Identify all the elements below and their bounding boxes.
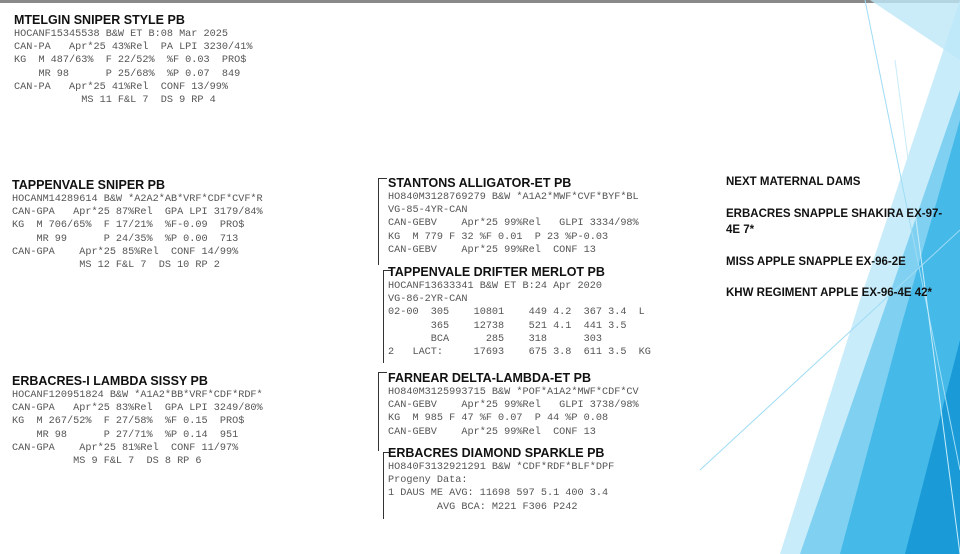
maternal-dam-1: ERBACRES SNAPPLE SHAKIRA EX-97-4E 7* [726, 208, 943, 236]
sire-block [14, 13, 252, 107]
grandsire-1-line-2: VG-85-4YR-CAN [388, 205, 468, 217]
sire-dam-line-5: CAN-GPA Apr*25 81%Rel CONF 11/97% [12, 442, 239, 454]
pedigree-bracket-1 [378, 178, 387, 265]
granddam-1-line-5: BCA 285 318 303 [388, 333, 602, 345]
grandsire-1-title: STANTONS ALLIGATOR-ET PB [388, 176, 572, 190]
granddam-2-line-2: Progeny Data: [388, 475, 468, 487]
grandsire-1-line-1: HO840M3128769279 B&W *A1A2*MWF*CVF*BYF*BL [388, 192, 639, 203]
granddam-2-title: ERBACRES DIAMOND SPARKLE PB [388, 446, 605, 460]
granddam-1-block [388, 265, 651, 359]
sire-title: MTELGIN SNIPER STYLE PB [14, 13, 185, 27]
sire-sire-line-3: KG M 706/65% F 17/21% %F-0.09 PRO$ [12, 220, 245, 232]
grandsire-1-block [388, 176, 639, 257]
granddam-2-block [388, 446, 614, 514]
sire-dam-line-4: MR 98 P 27/71% %P 0.14 951 [12, 429, 239, 441]
granddam-1-line-6: 2 LACT: 17693 675 3.8 611 3.5 KG [388, 347, 651, 359]
sire-sire-block [12, 178, 263, 272]
granddam-1-line-4: 365 12738 521 4.1 441 3.5 [388, 320, 627, 332]
sire-line-4: MR 98 P 25/68% %P 0.07 849 [14, 68, 241, 80]
grandsire-1-line-5: CAN-GEBV Apr*25 99%Rel CONF 13 [388, 244, 596, 256]
maternal-dam-3: KHW REGIMENT APPLE EX-96-4E 42* [726, 287, 932, 299]
grandsire-2-line-4: CAN-GEBV Apr*25 99%Rel CONF 13 [388, 426, 596, 438]
grandsire-2-title: FARNEAR DELTA-LAMBDA-ET PB [388, 371, 591, 385]
sire-sire-line-6: MS 12 F&L 7 DS 10 RP 2 [12, 260, 220, 272]
sire-sire-line-5: CAN-GPA Apr*25 85%Rel CONF 14/99% [12, 246, 239, 258]
sire-sire-title: TAPPENVALE SNIPER PB [12, 178, 166, 192]
sire-dam-line-2: CAN-GPA Apr*25 83%Rel GPA LPI 3249/80% [12, 403, 263, 415]
grandsire-2-block [388, 371, 639, 439]
granddam-1-line-2: VG-86-2YR-CAN [388, 294, 468, 306]
sire-dam-block [12, 374, 263, 468]
granddam-1-title: TAPPENVALE DRIFTER MERLOT PB [388, 265, 605, 279]
granddam-1-line-3: 02-00 305 10801 449 4.2 367 3.4 L [388, 307, 645, 319]
sire-sire-line-2: CAN-GPA Apr*25 87%Rel GPA LPI 3179/84% [12, 207, 263, 219]
grandsire-1-line-4: KG M 779 F 32 %F 0.01 P 23 %P-0.03 [388, 231, 609, 243]
sire-sire-line-1: HOCANM14289614 B&W *A2A2*AB*VRF*CDF*CVF*R [12, 194, 263, 205]
sire-line-6: MS 11 F&L 7 DS 9 RP 4 [14, 95, 216, 107]
maternal-heading: NEXT MATERNAL DAMS [726, 176, 861, 188]
granddam-2-line-1: HO840F3132921291 B&W *CDF*RDF*BLF*DPF [388, 462, 615, 473]
sire-line-1: HOCANF15345538 B&W ET B:08 Mar 2025 [14, 29, 228, 40]
grandsire-2-line-1: HO840M3125993715 B&W *POF*A1A2*MWF*CDF*CV [388, 387, 639, 398]
sire-dam-title: ERBACRES-I LAMBDA SISSY PB [12, 374, 208, 388]
grandsire-2-line-3: KG M 985 F 47 %F 0.07 P 44 %P 0.08 [388, 413, 609, 425]
granddam-2-line-3: 1 DAUS ME AVG: 11698 597 5.1 400 3.4 [388, 488, 609, 500]
granddam-1-line-1: HOCANF13633341 B&W ET B:24 Apr 2020 [388, 281, 602, 292]
maternal-dam-2: MISS APPLE SNAPPLE EX-96-2E [726, 256, 906, 268]
sire-line-2: CAN-PA Apr*25 43%Rel PA LPI 3230/41% [14, 42, 253, 54]
granddam-2-line-4: AVG BCA: M221 F306 P242 [388, 501, 578, 513]
sire-line-5: CAN-PA Apr*25 41%Rel CONF 13/99% [14, 81, 228, 93]
pedigree-bracket-3 [378, 372, 387, 451]
sire-dam-line-6: MS 9 F&L 7 DS 8 RP 6 [12, 456, 202, 468]
sire-line-3: KG M 487/63% F 22/52% %F 0.03 PRO$ [14, 55, 247, 67]
grandsire-2-line-2: CAN-GEBV Apr*25 99%Rel GLPI 3738/98% [388, 400, 639, 412]
sire-dam-line-3: KG M 267/52% F 27/58% %F 0.15 PRO$ [12, 416, 245, 428]
deco-triangle-top [870, 0, 960, 60]
sire-dam-line-1: HOCANF120951824 B&W *A1A2*BB*VRF*CDF*RDF* [12, 390, 263, 401]
sire-sire-line-4: MR 99 P 24/35% %P 0.00 713 [12, 233, 239, 245]
grandsire-1-line-3: CAN-GEBV Apr*25 99%Rel GLPI 3334/98% [388, 218, 639, 230]
